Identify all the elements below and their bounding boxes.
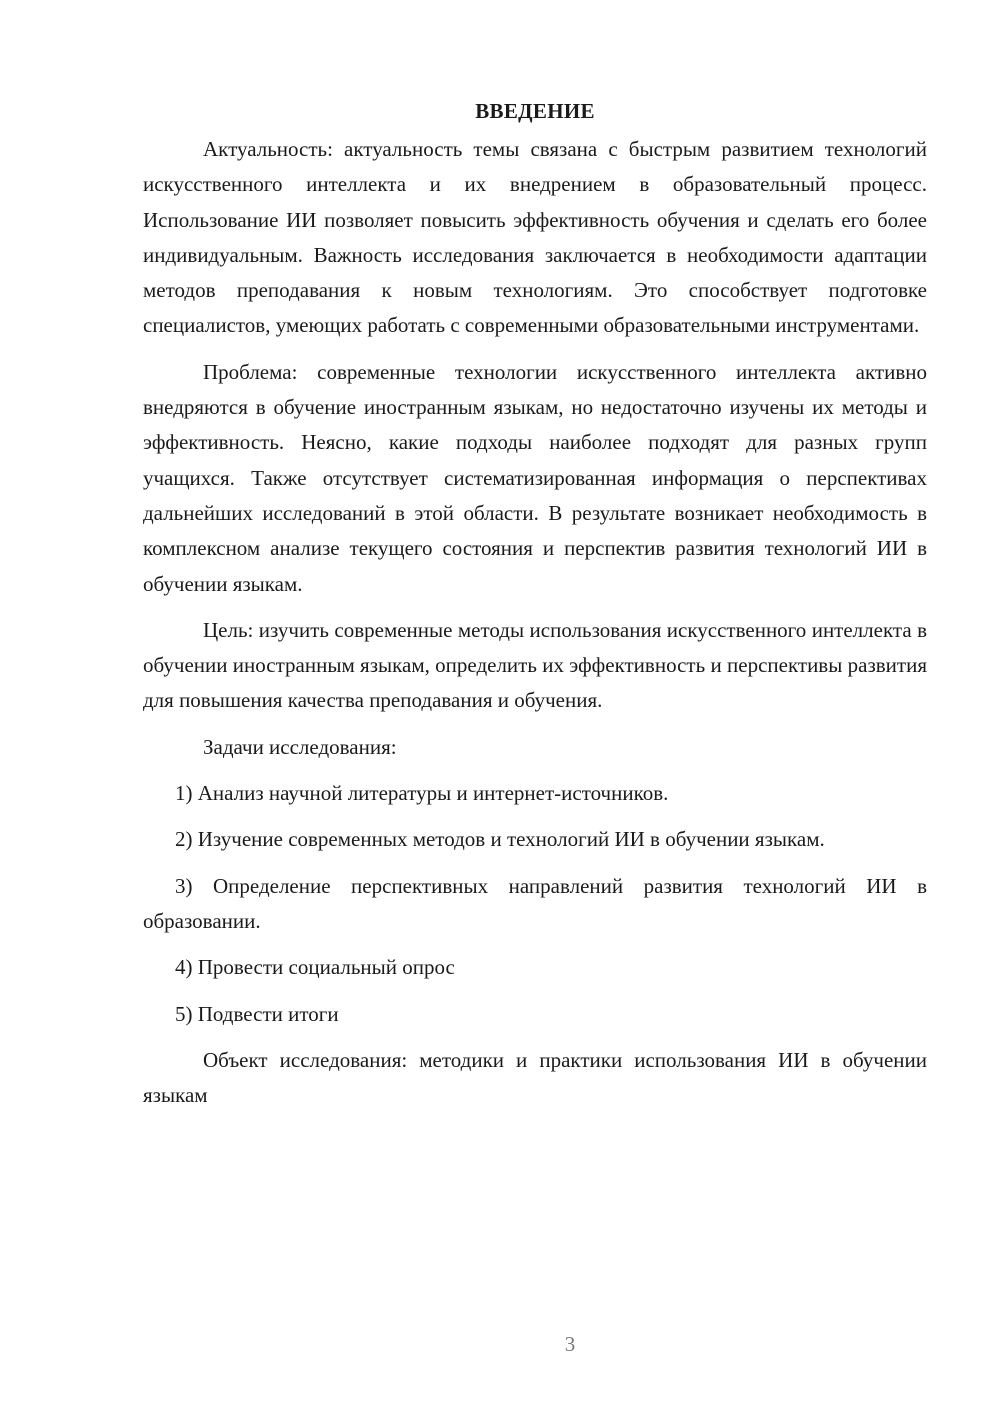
paragraph-object: Объект исследования: методики и практики использования ИИ в обучении языкам: [143, 1047, 927, 1108]
page-content: [143, 96, 927, 1124]
section-title: ВВЕДЕНИЕ: [475, 99, 595, 123]
paragraph-relevance: Актуальность: актуальность темы связана с быстрым развитием технологий искусственного интеллекта и их внедрением в образовательный процесс. Использование ИИ позволяет повысить эффективность обучения и сделать его более индивидуальным. Важность исследования заключается в необходимости адаптации методов преподавания к новым технологиям. Это способствует подготовке специалистов, умеющих работать с современными образовательными инструментами.: [143, 137, 927, 338]
paragraph-tasks-heading: Задачи исследования:: [203, 734, 397, 759]
page-number: 3: [564, 1332, 576, 1356]
task-item: 4) Провести социальный опрос: [175, 955, 455, 980]
task-item: 3) Определение перспективных направлений развития технологий ИИ в образовании.: [143, 873, 927, 933]
task-item: 5) Подвести итоги: [175, 1001, 339, 1026]
paragraph-goal: Цель: изучить современные методы использования искусственного интеллекта в обучении иностранным языкам, определить их эффективность и перспективы развития для повышения качества преподавания и обучения.: [143, 617, 927, 713]
paragraph-problem: Проблема: современные технологии искусственного интеллекта активно внедряются в обучение иностранным языкам, но недостаточно изучены их методы и эффективность. Неясно, какие подходы наиболее подходят для разных групп учащихся. Также отсутствует систематизированная информация о перспективах дальнейших исследований в этой области. В результате возникает необходимость в комплексном анализе текущего состояния и перспектив развития технологий ИИ в обучении языкам.: [143, 359, 927, 596]
task-item: 1) Анализ научной литературы и интернет-источников.: [175, 781, 669, 806]
task-item: 2) Изучение современных методов и технологий ИИ в обучении языкам.: [175, 827, 825, 852]
